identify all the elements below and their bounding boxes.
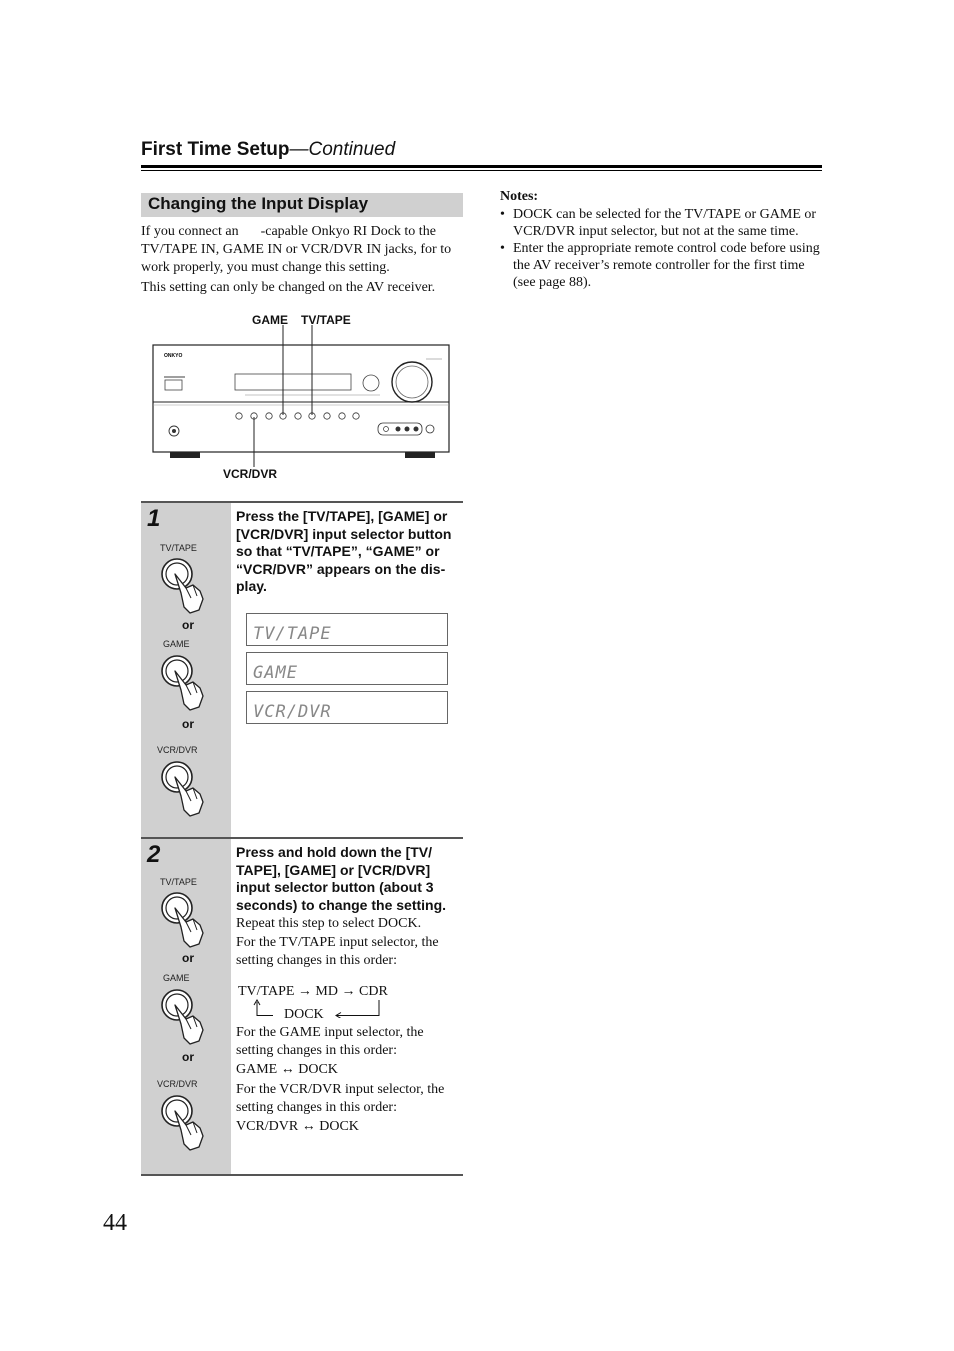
notes-block — [500, 188, 822, 291]
diagram-brand: ONKYO — [164, 353, 183, 359]
diagram-label-vcrdvr: VCR/DVR — [223, 467, 278, 481]
diagram-label-tvtape: TV/TAPE — [301, 313, 351, 327]
or-label: or — [182, 1050, 194, 1064]
step-number: 2 — [147, 841, 161, 868]
button-label-vcrdvr: VCR/DVR — [157, 745, 198, 755]
tvtape-button-press-icon — [159, 889, 221, 951]
section-heading: Changing the Input Display — [141, 193, 463, 217]
or-label: or — [182, 618, 194, 632]
game-button-press-icon — [159, 986, 221, 1048]
step-2 — [141, 837, 463, 1176]
button-label-tvtape: TV/TAPE — [160, 543, 197, 553]
button-label-tvtape: TV/TAPE — [160, 877, 197, 887]
or-label: or — [182, 951, 194, 965]
game-button-press-icon — [159, 652, 221, 714]
vcrdvr-button-press-icon — [159, 1092, 221, 1154]
button-label-game: GAME — [163, 639, 190, 649]
diagram-label-game: GAME — [252, 313, 288, 327]
game-order: GAME ↔ DOCK — [236, 1062, 338, 1077]
step-2-tvtape-intro: For the TV/TAPE input selector, the setting changes in this order: — [236, 935, 439, 968]
step-number: 1 — [147, 505, 161, 532]
step-rule-bottom — [141, 1174, 463, 1176]
step-rule — [141, 501, 463, 503]
tvtape-button-press-icon — [159, 555, 221, 617]
display-vcrdvr: VCR/DVR — [246, 691, 448, 724]
step-2-game-intro: For the GAME input selector, the setting changes in this order: — [236, 1025, 424, 1058]
note-item: • Enter the appropriate remote control code before using the AV receiver’s remote controller for the first time (see page 88). — [500, 240, 822, 291]
page-number: 44 — [103, 1210, 127, 1236]
button-label-game: GAME — [163, 973, 190, 983]
step-2-repeat: Repeat this step to select DOCK. — [236, 916, 422, 931]
vcr-order: VCR/DVR ↔ DOCK — [236, 1119, 359, 1134]
button-label-vcrdvr: VCR/DVR — [157, 1079, 198, 1089]
notes-title: Notes: — [500, 189, 539, 204]
header-rule-thin — [141, 170, 822, 171]
step-1-instruction: Press the [TV/TAPE], [GAME] or [VCR/DVR] input selector button so that “TV/TAPE”, “GAME” or “VCR/DVR” appears on the dis- play. — [236, 508, 452, 594]
intro-paragraph: If you connect an -capable Onkyo RI Dock to the TV/TAPE IN, GAME IN or VCR/DVR IN jacks, for to work properly, you must change this setting. — [141, 224, 452, 275]
intro-note: This setting can only be changed on the AV receiver. — [141, 280, 436, 295]
display-tvtape: TV/TAPE — [246, 613, 448, 646]
header-continued: —Continued — [289, 139, 396, 160]
step-2-vcr-intro: For the VCR/DVR input selector, the setting changes in this order: — [236, 1082, 445, 1115]
step-2-instruction: Press and hold down the [TV/ TAPE], [GAME] or [VCR/DVR] input selector button (about 3 seconds) to change the setting. — [236, 844, 447, 913]
vcrdvr-button-press-icon — [159, 758, 221, 820]
header-rule — [141, 165, 822, 168]
display-game: GAME — [246, 652, 448, 685]
tvtape-flow-dock: DOCK — [284, 1007, 324, 1022]
tvtape-flow-line: TV/TAPE → MD → CDR — [238, 984, 388, 999]
receiver-front-panel-diagram — [140, 325, 460, 470]
or-label: or — [182, 717, 194, 731]
note-item: • DOCK can be selected for the TV/TAPE or GAME or VCR/DVR input selector, but not at the same time. — [500, 206, 822, 240]
step-rule — [141, 837, 463, 839]
page-header-title: First Time Setup—Continued — [141, 139, 396, 160]
step-1 — [141, 501, 463, 838]
